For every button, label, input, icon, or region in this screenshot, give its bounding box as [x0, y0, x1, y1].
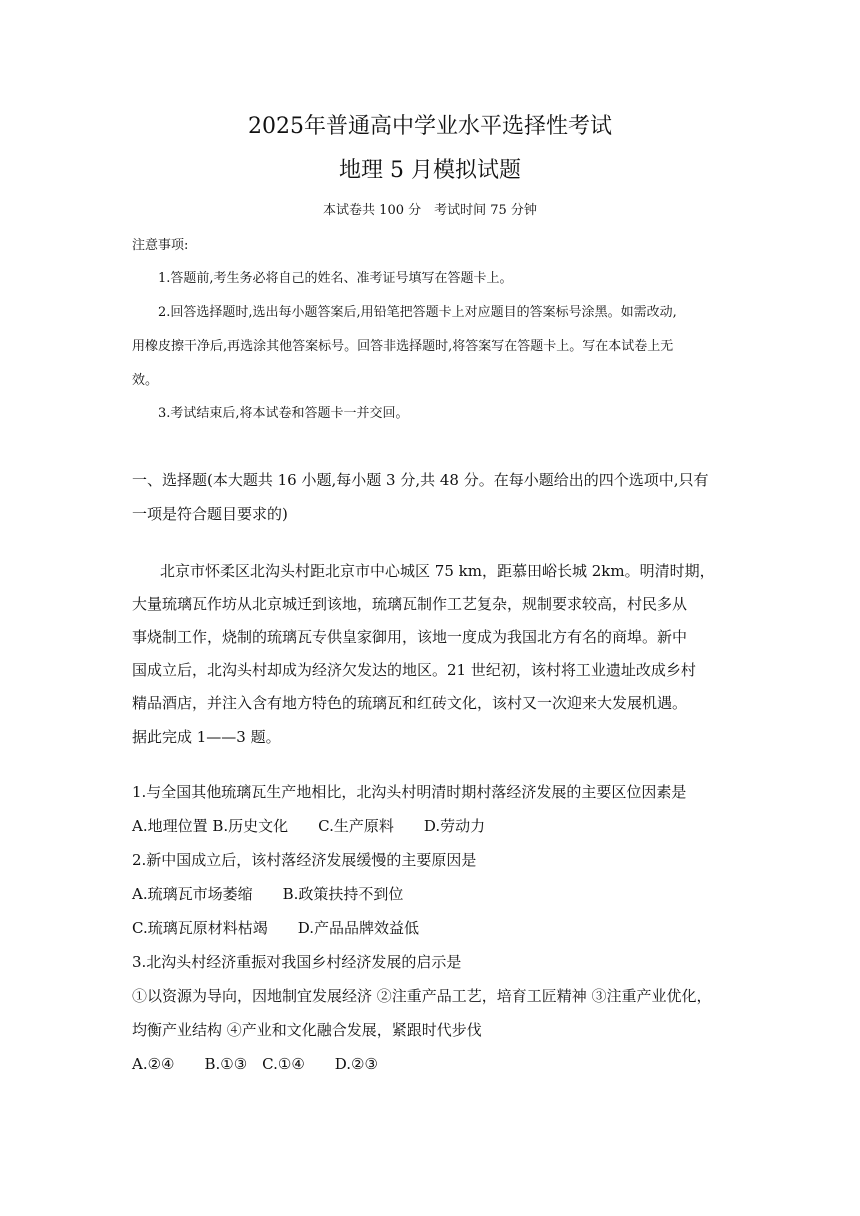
question-line: 均衡产业结构 ④产业和文化融合发展，紧跟时代步伐 — [132, 1021, 482, 1039]
question-options: A.地理位置 B.历史文化 C.生产原料 D.劳动力 — [132, 817, 486, 835]
passage-line: 国成立后，北沟头村却成为经济欠发达的地区。21 世纪初，该村将工业遗址改成乡村 — [132, 661, 696, 679]
question-line: 3.北沟头村经济重振对我国乡村经济发展的启示是 — [132, 953, 462, 971]
passage-line: 精品酒店，并注入含有地方特色的琉璃瓦和红砖文化，该村又一次迎来大发展机遇。 — [132, 694, 688, 712]
question-options: A.琉璃瓦市场萎缩 B.政策扶持不到位 — [132, 885, 404, 903]
notice-item: 3.考试结束后,将本试卷和答题卡一并交回。 — [158, 406, 409, 421]
passage-line: 北京市怀柔区北沟头村距北京市中心城区 75 km，距慕田峪长城 2km。明清时期， — [160, 562, 715, 580]
question-options: C.琉璃瓦原材料枯竭 D.产品品牌效益低 — [132, 919, 419, 937]
notice-item: 效。 — [132, 373, 159, 388]
notice-item: 用橡皮擦干净后,再选涂其他答案标号。回答非选择题时,将答案写在答题卡上。写在本试卷上无 — [132, 339, 674, 354]
passage-line: 事烧制工作，烧制的琉璃瓦专供皇家御用，该地一度成为我国北方有名的商埠。新中 — [132, 628, 688, 646]
notice-item: 1.答题前,考生务必将自己的姓名、准考证号填写在答题卡上。 — [158, 271, 513, 286]
notice-item: 2.回答选择题时,选出每小题答案后,用铅笔把答题卡上对应题目的答案标号涂黑。如需改动, — [158, 305, 677, 320]
question-line: ①以资源为导向，因地制宜发展经济 ②注重产品工艺，培育工匠精神 ③注重产业优化， — [132, 987, 712, 1005]
exam-subtitle: 地理 5 月模拟试题 — [339, 158, 521, 183]
passage-line: 据此完成 1——3 题。 — [132, 728, 281, 746]
section-heading: 一项是符合题目要求的) — [132, 505, 288, 523]
section-heading: 一、选择题(本大题共 16 小题,每小题 3 分,共 48 分。在每小题给出的四个选项中,只有 — [132, 471, 709, 489]
exam-title: 2025年普通高中学业水平选择性考试 — [248, 114, 612, 139]
question-line: 2.新中国成立后，该村落经济发展缓慢的主要原因是 — [132, 851, 477, 869]
exam-info: 本试卷共 100 分 考试时间 75 分钟 — [323, 203, 537, 218]
passage-line: 大量琉璃瓦作坊从北京城迁到该地，琉璃瓦制作工艺复杂，规制要求较高，村民多从 — [132, 595, 688, 613]
notice-heading: 注意事项: — [132, 238, 189, 253]
question-options: A.②④ B.①③ C.①④ D.②③ — [132, 1055, 378, 1073]
question-line: 1.与全国其他琉璃瓦生产地相比，北沟头村明清时期村落经济发展的主要区位因素是 — [132, 783, 687, 801]
